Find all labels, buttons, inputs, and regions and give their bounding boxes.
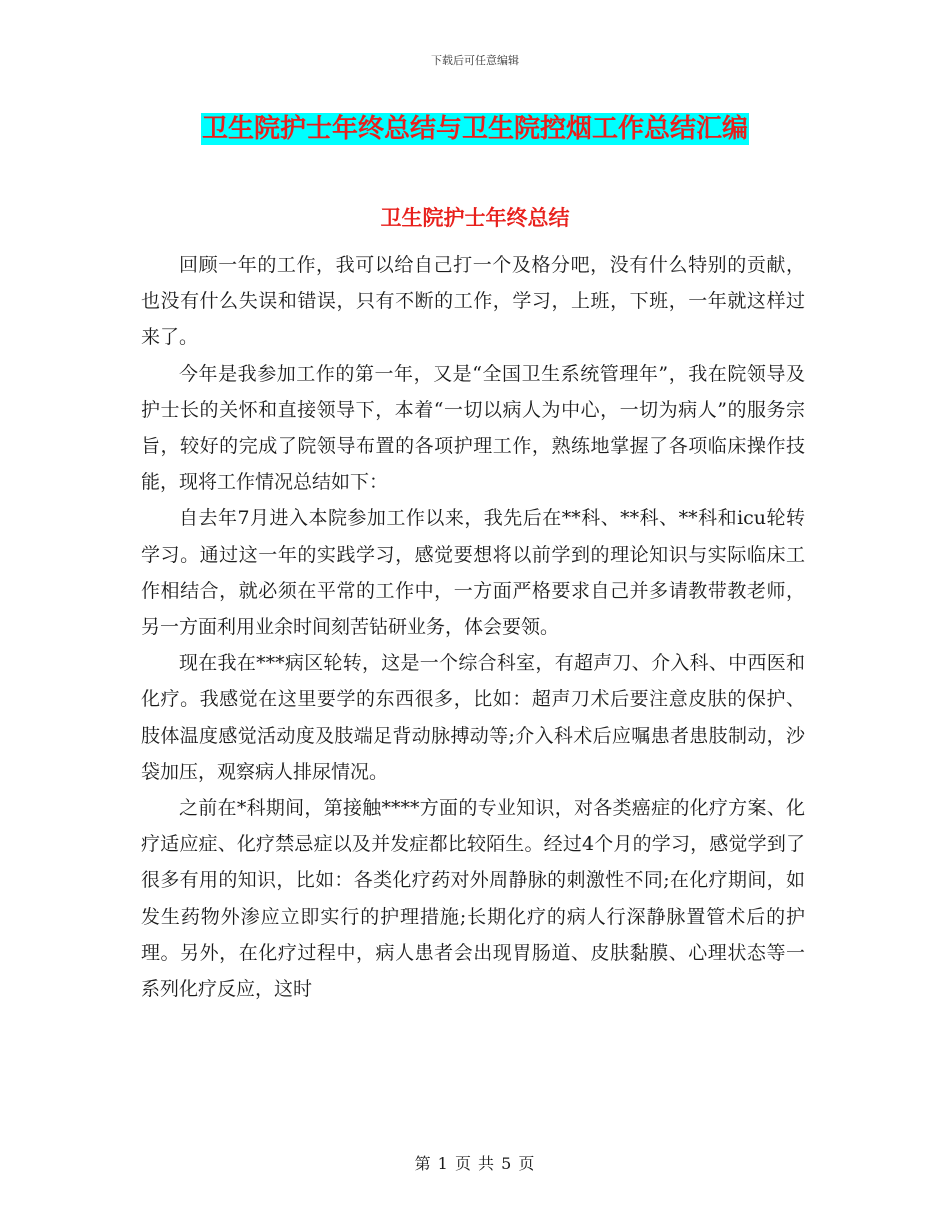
body-paragraph: 现在我在***病区轮转，这是一个综合科室，有超声刀、介入科、中西医和化疗。我感觉在这里要学的东西很多，比如：超声刀术后要注意皮肤的保护、肢体温度感觉活动度及肢端足背动脉搏动等;介入科术后应嘱患者患肢制动，沙袋加压，观察病人排尿情况。 xyxy=(141,652,805,783)
body-paragraph: 回顾一年的工作，我可以给自己打一个及格分吧，没有什么特别的贡献，也没有什么失误和错误，只有不断的工作，学习，上班，下班，一年就这样过来了。 xyxy=(141,254,805,349)
body-paragraph: 今年是我参加工作的第一年，又是“全国卫生系统管理年”，我在院领导及护士长的关怀和直接领导下，本着“一切以病人为中心，一切为病人”的服务宗旨，较好的完成了院领导布置的各项护理工作，熟练地掌握了各项临床操作技能，现将工作情况总结如下： xyxy=(141,362,805,494)
document-body xyxy=(141,247,805,1007)
document-title-text: 卫生院护士年终总结与卫生院控烟工作总结汇编 xyxy=(201,114,748,144)
body-paragraph: 自去年7月进入本院参加工作以来，我先后在**科、**科、**科和icu轮转学习。通过这一年的实践学习，感觉要想将以前学到的理论知识与实际临床工作相结合，就必须在平常的工作中，一方面严格要求自己并多请教带教老师，另一方面利用业余时间刻苦钻研业务，体会要领。 xyxy=(141,507,805,639)
page-header-note: 下载后可任意编辑 xyxy=(431,54,519,67)
section-title: 卫生院护士年终总结 xyxy=(380,205,570,230)
document-title xyxy=(0,113,950,145)
body-paragraph: 之前在*科期间，第接触****方面的专业知识，对各类癌症的化疗方案、化疗适应症、化疗禁忌症以及并发症都比较陌生。经过4个月的学习，感觉学到了很多有用的知识，比如：各类化疗药对外周静脉的刺激性不同;在化疗期间，如发生药物外渗应立即实行的护理措施;长期化疗的病人行深静脉置管术后的护理。另外，在化疗过程中，病人患者会出现胃肠道、皮肤黏膜、心理状态等一系列化疗反应，这时 xyxy=(141,797,805,1001)
page-number: 第 1 页 共 5 页 xyxy=(414,1154,536,1173)
